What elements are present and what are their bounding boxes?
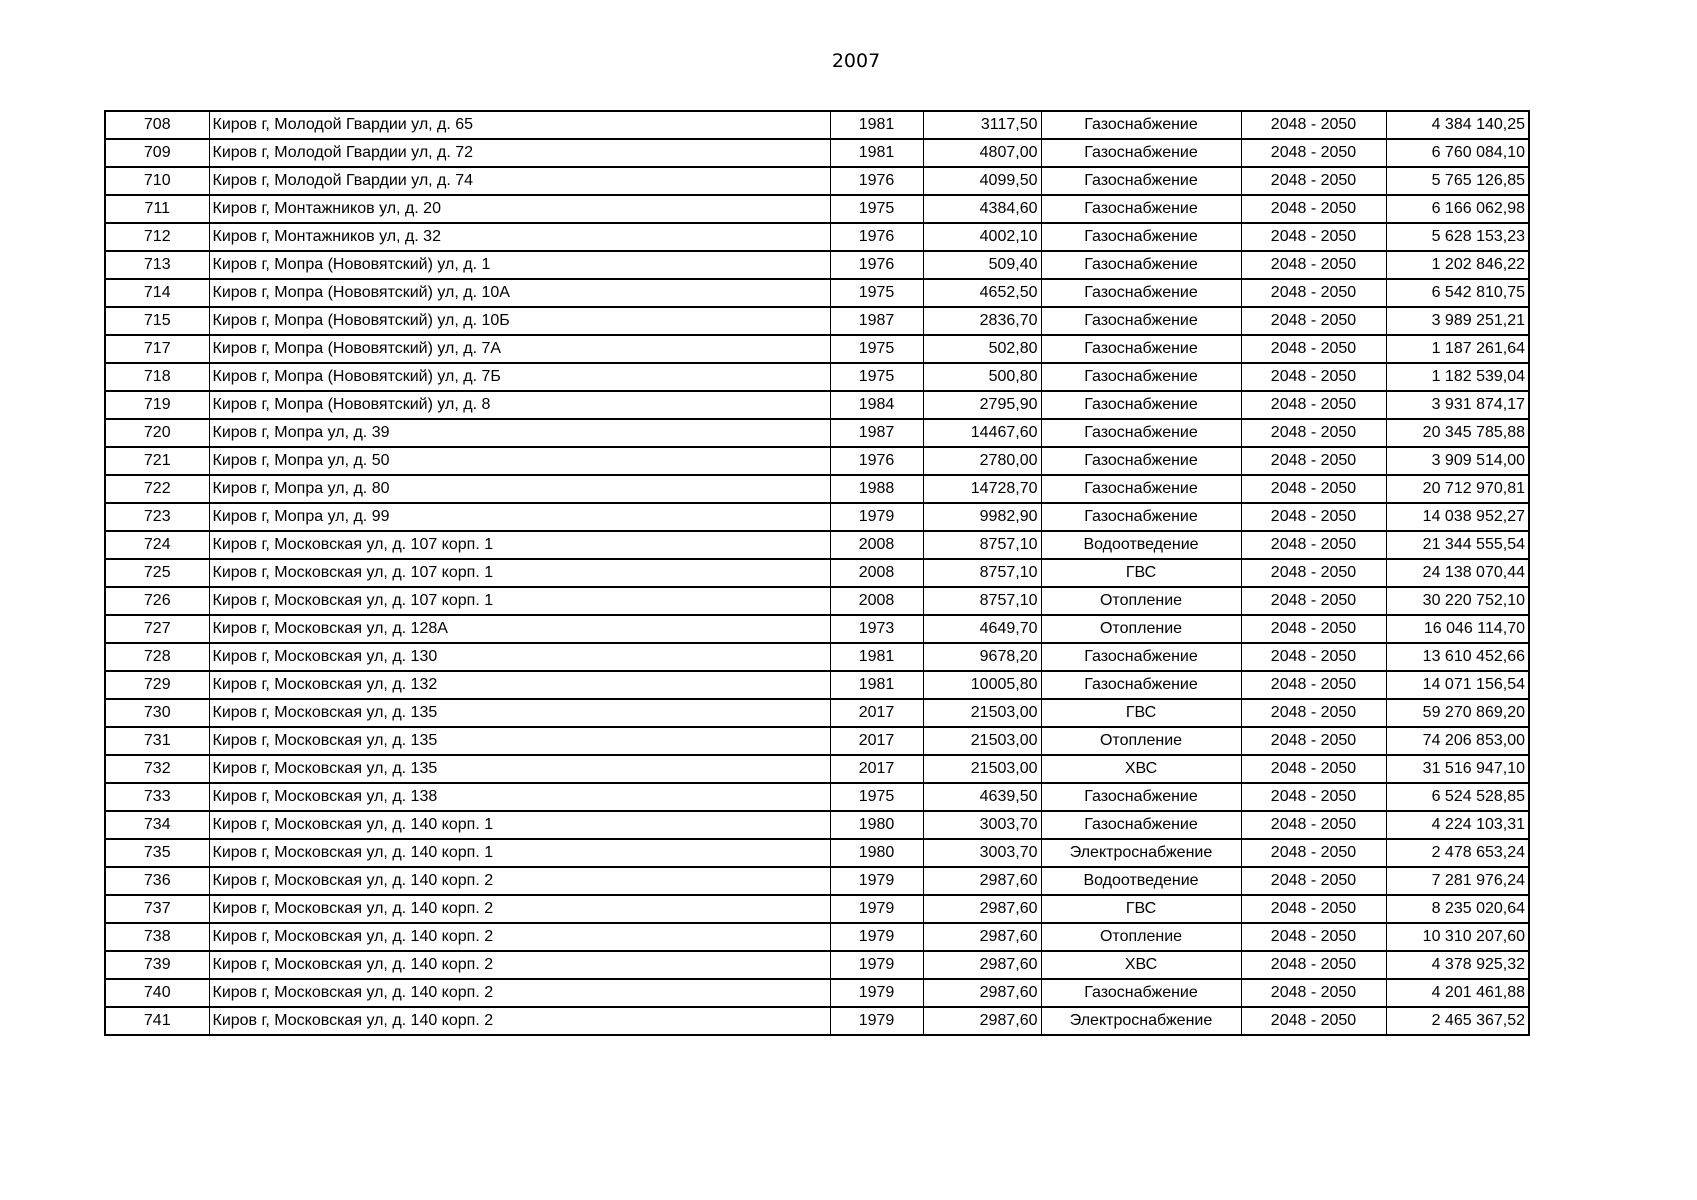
table-row [105,923,1529,951]
cost-cell: 1 182 539,04 [1386,363,1529,391]
table-row [105,223,1529,251]
address-cell: Киров г, Московская ул, д. 138 [209,783,830,811]
row-number-cell: 733 [105,783,209,811]
period-cell: 2048 - 2050 [1241,587,1386,615]
row-number-cell: 724 [105,531,209,559]
area-cell: 14467,60 [923,419,1041,447]
address-cell: Киров г, Мопра ул, д. 39 [209,419,830,447]
cost-cell: 20 345 785,88 [1386,419,1529,447]
row-number-cell: 736 [105,867,209,895]
period-cell: 2048 - 2050 [1241,419,1386,447]
year-cell: 1975 [830,195,923,223]
table-row [105,447,1529,475]
row-number-cell: 738 [105,923,209,951]
address-cell: Киров г, Мопра (Нововятский) ул, д. 1 [209,251,830,279]
table-row [105,979,1529,1007]
year-cell: 1980 [830,839,923,867]
period-cell: 2048 - 2050 [1241,167,1386,195]
year-cell: 1975 [830,335,923,363]
period-cell: 2048 - 2050 [1241,1007,1386,1035]
table-row [105,503,1529,531]
year-cell: 1973 [830,615,923,643]
cost-cell: 74 206 853,00 [1386,727,1529,755]
cost-cell: 6 524 528,85 [1386,783,1529,811]
address-cell: Киров г, Московская ул, д. 132 [209,671,830,699]
registry-table [104,110,1530,1036]
row-number-cell: 718 [105,363,209,391]
area-cell: 9982,90 [923,503,1041,531]
year-cell: 1975 [830,783,923,811]
work-type-cell: Отопление [1041,923,1241,951]
year-cell: 1975 [830,279,923,307]
year-cell: 1987 [830,307,923,335]
row-number-cell: 712 [105,223,209,251]
year-cell: 1981 [830,643,923,671]
area-cell: 14728,70 [923,475,1041,503]
work-type-cell: Газоснабжение [1041,979,1241,1007]
cost-cell: 4 201 461,88 [1386,979,1529,1007]
table-row [105,1007,1529,1035]
address-cell: Киров г, Московская ул, д. 140 корп. 2 [209,867,830,895]
work-type-cell: Газоснабжение [1041,195,1241,223]
table-row [105,307,1529,335]
address-cell: Киров г, Монтажников ул, д. 32 [209,223,830,251]
period-cell: 2048 - 2050 [1241,251,1386,279]
cost-cell: 3 931 874,17 [1386,391,1529,419]
period-cell: 2048 - 2050 [1241,307,1386,335]
row-number-cell: 739 [105,951,209,979]
address-cell: Киров г, Мопра (Нововятский) ул, д. 7Б [209,363,830,391]
cost-cell: 2 465 367,52 [1386,1007,1529,1035]
area-cell: 4002,10 [923,223,1041,251]
cost-cell: 13 610 452,66 [1386,643,1529,671]
table-row [105,783,1529,811]
year-cell: 1987 [830,419,923,447]
cost-cell: 3 909 514,00 [1386,447,1529,475]
address-cell: Киров г, Московская ул, д. 135 [209,699,830,727]
year-cell: 1979 [830,923,923,951]
row-number-cell: 720 [105,419,209,447]
table-row [105,139,1529,167]
area-cell: 8757,10 [923,559,1041,587]
address-cell: Киров г, Московская ул, д. 135 [209,755,830,783]
address-cell: Киров г, Московская ул, д. 130 [209,643,830,671]
address-cell: Киров г, Московская ул, д. 140 корп. 2 [209,979,830,1007]
year-cell: 1979 [830,867,923,895]
table-row [105,111,1529,139]
period-cell: 2048 - 2050 [1241,363,1386,391]
row-number-cell: 715 [105,307,209,335]
year-cell: 1988 [830,475,923,503]
row-number-cell: 721 [105,447,209,475]
work-type-cell: Газоснабжение [1041,811,1241,839]
table-row [105,475,1529,503]
table-row [105,559,1529,587]
area-cell: 4384,60 [923,195,1041,223]
cost-cell: 6 542 810,75 [1386,279,1529,307]
address-cell: Киров г, Молодой Гвардии ул, д. 74 [209,167,830,195]
table-row [105,811,1529,839]
cost-cell: 1 187 261,64 [1386,335,1529,363]
address-cell: Киров г, Московская ул, д. 140 корп. 1 [209,839,830,867]
address-cell: Киров г, Мопра ул, д. 50 [209,447,830,475]
table-row [105,699,1529,727]
address-cell: Киров г, Молодой Гвардии ул, д. 65 [209,111,830,139]
area-cell: 500,80 [923,363,1041,391]
period-cell: 2048 - 2050 [1241,755,1386,783]
period-cell: 2048 - 2050 [1241,559,1386,587]
work-type-cell: Газоснабжение [1041,671,1241,699]
year-cell: 1975 [830,363,923,391]
row-number-cell: 730 [105,699,209,727]
area-cell: 502,80 [923,335,1041,363]
area-cell: 4099,50 [923,167,1041,195]
work-type-cell: Водоотведение [1041,531,1241,559]
row-number-cell: 729 [105,671,209,699]
table-row [105,895,1529,923]
work-type-cell: Газоснабжение [1041,475,1241,503]
period-cell: 2048 - 2050 [1241,615,1386,643]
cost-cell: 5 628 153,23 [1386,223,1529,251]
cost-cell: 4 224 103,31 [1386,811,1529,839]
table-row [105,587,1529,615]
cost-cell: 10 310 207,60 [1386,923,1529,951]
work-type-cell: Газоснабжение [1041,111,1241,139]
period-cell: 2048 - 2050 [1241,391,1386,419]
work-type-cell: Отопление [1041,727,1241,755]
row-number-cell: 728 [105,643,209,671]
address-cell: Киров г, Московская ул, д. 107 корп. 1 [209,531,830,559]
table-row [105,419,1529,447]
table-row [105,727,1529,755]
period-cell: 2048 - 2050 [1241,895,1386,923]
period-cell: 2048 - 2050 [1241,279,1386,307]
year-cell: 1976 [830,447,923,475]
cost-cell: 4 384 140,25 [1386,111,1529,139]
work-type-cell: Электроснабжение [1041,839,1241,867]
period-cell: 2048 - 2050 [1241,671,1386,699]
row-number-cell: 711 [105,195,209,223]
cost-cell: 4 378 925,32 [1386,951,1529,979]
area-cell: 21503,00 [923,755,1041,783]
cost-cell: 8 235 020,64 [1386,895,1529,923]
row-number-cell: 723 [105,503,209,531]
period-cell: 2048 - 2050 [1241,475,1386,503]
address-cell: Киров г, Московская ул, д. 140 корп. 1 [209,811,830,839]
area-cell: 4807,00 [923,139,1041,167]
cost-cell: 6 760 084,10 [1386,139,1529,167]
cost-cell: 21 344 555,54 [1386,531,1529,559]
cost-cell: 14 038 952,27 [1386,503,1529,531]
area-cell: 2780,00 [923,447,1041,475]
row-number-cell: 722 [105,475,209,503]
year-cell: 1981 [830,671,923,699]
area-cell: 2987,60 [923,867,1041,895]
table-row [105,839,1529,867]
area-cell: 21503,00 [923,699,1041,727]
period-cell: 2048 - 2050 [1241,923,1386,951]
table-row [105,867,1529,895]
address-cell: Киров г, Мопра ул, д. 80 [209,475,830,503]
address-cell: Киров г, Московская ул, д. 140 корп. 2 [209,951,830,979]
area-cell: 9678,20 [923,643,1041,671]
year-cell: 1981 [830,139,923,167]
period-cell: 2048 - 2050 [1241,335,1386,363]
address-cell: Киров г, Московская ул, д. 135 [209,727,830,755]
table-row [105,335,1529,363]
cost-cell: 6 166 062,98 [1386,195,1529,223]
work-type-cell: Газоснабжение [1041,279,1241,307]
period-cell: 2048 - 2050 [1241,979,1386,1007]
work-type-cell: Отопление [1041,587,1241,615]
work-type-cell: Газоснабжение [1041,643,1241,671]
work-type-cell: Газоснабжение [1041,503,1241,531]
work-type-cell: Газоснабжение [1041,335,1241,363]
address-cell: Киров г, Мопра (Нововятский) ул, д. 8 [209,391,830,419]
area-cell: 8757,10 [923,587,1041,615]
cost-cell: 2 478 653,24 [1386,839,1529,867]
period-cell: 2048 - 2050 [1241,643,1386,671]
period-cell: 2048 - 2050 [1241,699,1386,727]
year-cell: 1979 [830,1007,923,1035]
cost-cell: 24 138 070,44 [1386,559,1529,587]
period-cell: 2048 - 2050 [1241,195,1386,223]
area-cell: 4652,50 [923,279,1041,307]
work-type-cell: Газоснабжение [1041,363,1241,391]
period-cell: 2048 - 2050 [1241,783,1386,811]
table-row [105,615,1529,643]
area-cell: 2987,60 [923,895,1041,923]
work-type-cell: Газоснабжение [1041,783,1241,811]
row-number-cell: 735 [105,839,209,867]
area-cell: 2987,60 [923,951,1041,979]
year-cell: 1976 [830,251,923,279]
registry-table-body [105,111,1529,1035]
work-type-cell: Газоснабжение [1041,447,1241,475]
area-cell: 4649,70 [923,615,1041,643]
row-number-cell: 714 [105,279,209,307]
area-cell: 4639,50 [923,783,1041,811]
cost-cell: 14 071 156,54 [1386,671,1529,699]
address-cell: Киров г, Мопра (Нововятский) ул, д. 7А [209,335,830,363]
row-number-cell: 719 [105,391,209,419]
cost-cell: 20 712 970,81 [1386,475,1529,503]
row-number-cell: 741 [105,1007,209,1035]
work-type-cell: ХВС [1041,755,1241,783]
work-type-cell: Газоснабжение [1041,223,1241,251]
address-cell: Киров г, Мопра (Нововятский) ул, д. 10Б [209,307,830,335]
area-cell: 21503,00 [923,727,1041,755]
work-type-cell: Газоснабжение [1041,307,1241,335]
row-number-cell: 708 [105,111,209,139]
year-cell: 1979 [830,951,923,979]
cost-cell: 3 989 251,21 [1386,307,1529,335]
address-cell: Киров г, Московская ул, д. 107 корп. 1 [209,587,830,615]
area-cell: 3003,70 [923,811,1041,839]
work-type-cell: Отопление [1041,615,1241,643]
table-row [105,951,1529,979]
table-row [105,363,1529,391]
area-cell: 2795,90 [923,391,1041,419]
period-cell: 2048 - 2050 [1241,223,1386,251]
work-type-cell: Газоснабжение [1041,391,1241,419]
work-type-cell: Газоснабжение [1041,251,1241,279]
table-row [105,167,1529,195]
period-cell: 2048 - 2050 [1241,139,1386,167]
period-cell: 2048 - 2050 [1241,447,1386,475]
row-number-cell: 710 [105,167,209,195]
work-type-cell: Газоснабжение [1041,419,1241,447]
year-cell: 2017 [830,699,923,727]
year-cell: 2008 [830,587,923,615]
area-cell: 509,40 [923,251,1041,279]
period-cell: 2048 - 2050 [1241,531,1386,559]
address-cell: Киров г, Молодой Гвардии ул, д. 72 [209,139,830,167]
year-cell: 1979 [830,895,923,923]
row-number-cell: 734 [105,811,209,839]
cost-cell: 16 046 114,70 [1386,615,1529,643]
address-cell: Киров г, Монтажников ул, д. 20 [209,195,830,223]
row-number-cell: 731 [105,727,209,755]
table-row [105,671,1529,699]
area-cell: 2987,60 [923,923,1041,951]
address-cell: Киров г, Мопра (Нововятский) ул, д. 10А [209,279,830,307]
row-number-cell: 727 [105,615,209,643]
period-cell: 2048 - 2050 [1241,811,1386,839]
period-cell: 2048 - 2050 [1241,951,1386,979]
address-cell: Киров г, Московская ул, д. 140 корп. 2 [209,1007,830,1035]
area-cell: 2987,60 [923,1007,1041,1035]
year-cell: 1980 [830,811,923,839]
work-type-cell: Электроснабжение [1041,1007,1241,1035]
page-number: 2007 [831,50,881,72]
table-row [105,643,1529,671]
row-number-cell: 737 [105,895,209,923]
table-row [105,195,1529,223]
table-row [105,279,1529,307]
cost-cell: 1 202 846,22 [1386,251,1529,279]
row-number-cell: 709 [105,139,209,167]
row-number-cell: 732 [105,755,209,783]
area-cell: 2987,60 [923,979,1041,1007]
row-number-cell: 725 [105,559,209,587]
cost-cell: 31 516 947,10 [1386,755,1529,783]
year-cell: 1976 [830,167,923,195]
work-type-cell: ГВС [1041,895,1241,923]
row-number-cell: 726 [105,587,209,615]
period-cell: 2048 - 2050 [1241,503,1386,531]
year-cell: 2008 [830,531,923,559]
area-cell: 8757,10 [923,531,1041,559]
area-cell: 2836,70 [923,307,1041,335]
area-cell: 3117,50 [923,111,1041,139]
year-cell: 1979 [830,979,923,1007]
year-cell: 1984 [830,391,923,419]
cost-cell: 59 270 869,20 [1386,699,1529,727]
work-type-cell: ГВС [1041,699,1241,727]
year-cell: 1981 [830,111,923,139]
year-cell: 2008 [830,559,923,587]
cost-cell: 5 765 126,85 [1386,167,1529,195]
area-cell: 10005,80 [923,671,1041,699]
work-type-cell: Водоотведение [1041,867,1241,895]
table-row [105,531,1529,559]
address-cell: Киров г, Мопра ул, д. 99 [209,503,830,531]
year-cell: 2017 [830,727,923,755]
cost-cell: 30 220 752,10 [1386,587,1529,615]
cost-cell: 7 281 976,24 [1386,867,1529,895]
year-cell: 1979 [830,503,923,531]
table-row [105,251,1529,279]
period-cell: 2048 - 2050 [1241,839,1386,867]
row-number-cell: 740 [105,979,209,1007]
year-cell: 2017 [830,755,923,783]
address-cell: Киров г, Московская ул, д. 140 корп. 2 [209,895,830,923]
work-type-cell: Газоснабжение [1041,139,1241,167]
period-cell: 2048 - 2050 [1241,867,1386,895]
work-type-cell: Газоснабжение [1041,167,1241,195]
address-cell: Киров г, Московская ул, д. 107 корп. 1 [209,559,830,587]
row-number-cell: 713 [105,251,209,279]
row-number-cell: 717 [105,335,209,363]
period-cell: 2048 - 2050 [1241,111,1386,139]
area-cell: 3003,70 [923,839,1041,867]
period-cell: 2048 - 2050 [1241,727,1386,755]
table-row [105,755,1529,783]
address-cell: Киров г, Московская ул, д. 128А [209,615,830,643]
address-cell: Киров г, Московская ул, д. 140 корп. 2 [209,923,830,951]
year-cell: 1976 [830,223,923,251]
table-row [105,391,1529,419]
work-type-cell: ХВС [1041,951,1241,979]
work-type-cell: ГВС [1041,559,1241,587]
